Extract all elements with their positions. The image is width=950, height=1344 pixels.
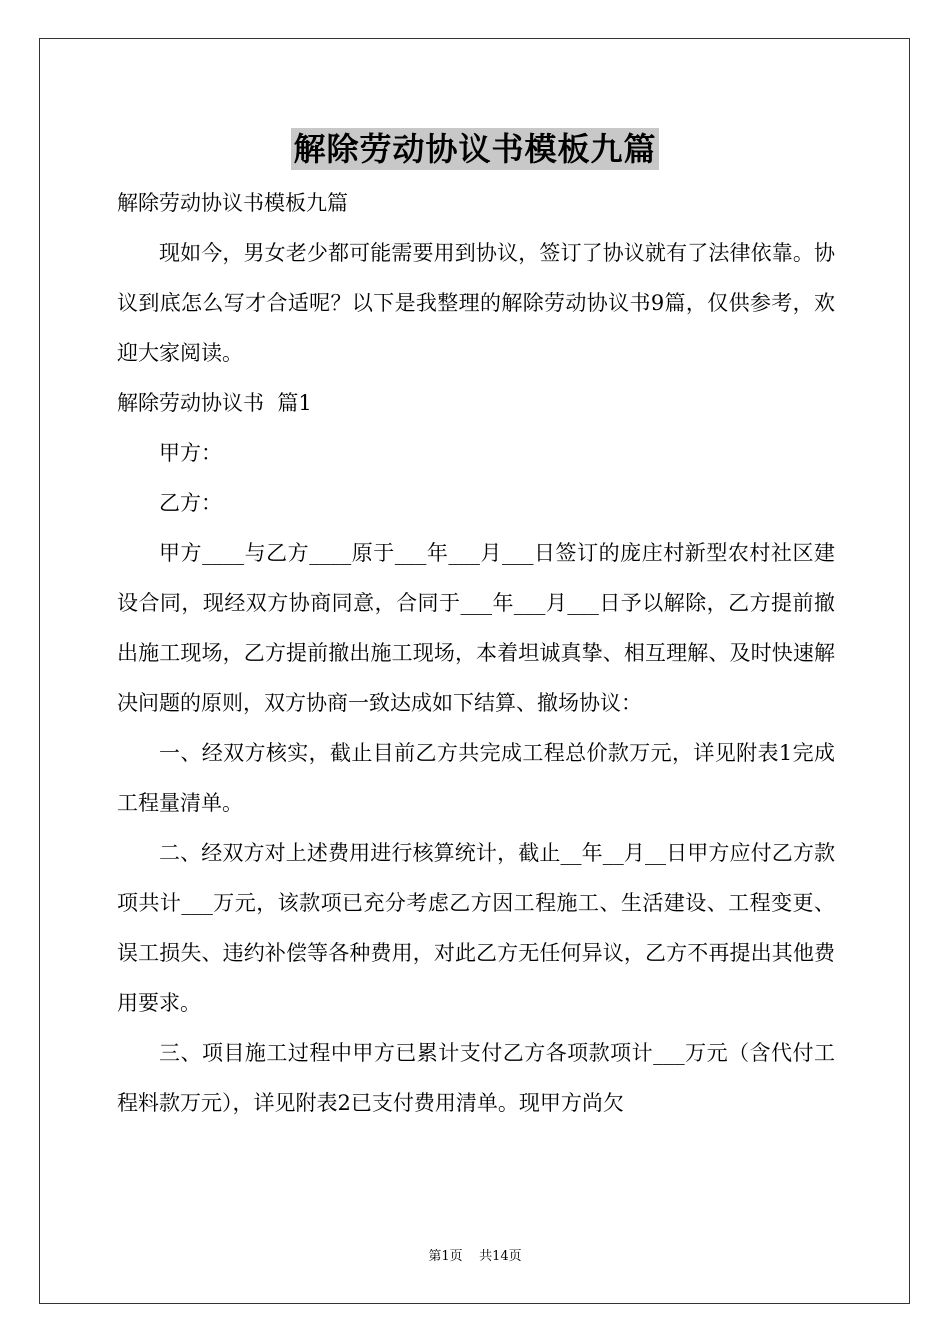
document-subtitle: 解除劳动协议书模板九篇 <box>117 191 348 215</box>
party-b-line: 乙方： <box>159 491 222 515</box>
document-body <box>117 178 835 1128</box>
intro-paragraph: 现如今，男女老少都可能需要用到协议，签订了协议就有了法律依靠。协议到底怎么写才合适呢？以下是我整理的解除劳动协议书9篇，仅供参考，欢迎大家阅读。 <box>117 241 835 365</box>
title-container <box>0 128 950 170</box>
paragraph-2: 一、经双方核实，截止目前乙方共完成工程总价款万元，详见附表1完成工程量清单。 <box>117 741 835 815</box>
party-a-line: 甲方： <box>159 441 222 465</box>
paragraph-1: 甲方____与乙方____原于___年___月___日签订的庞庄村新型农村社区建设合同，现经双方协商同意，合同于___年___月___日予以解除，乙方提前撤出施工现场，乙方提前撤出施工现场，本着坦诚真挚、相互理解、及时快速解决问题的原则，双方协商一致达成如下结算、撤场协议： <box>117 541 835 715</box>
page-footer <box>0 1248 950 1266</box>
page-number: 第1页 <box>428 1249 463 1264</box>
section-heading <box>117 378 835 428</box>
paragraph-4: 三、项目施工过程中甲方已累计支付乙方各项款项计___万元（含代付工程料款万元），详见附表2已支付费用清单。现甲方尚欠 <box>117 1041 835 1115</box>
section-heading-text: 解除劳动协议书 篇1 <box>117 391 312 415</box>
paragraph-3: 二、经双方对上述费用进行核算统计，截止__年__月__日甲方应付乙方款项共计___万元，该款项已充分考虑乙方因工程施工、生活建设、工程变更、误工损失、违约补偿等各种费用，对此乙方无任何异议，乙方不再提出其他费用要求。 <box>117 841 835 1015</box>
page-total: 共14页 <box>479 1249 522 1264</box>
document-title: 解除劳动协议书模板九篇 <box>293 130 657 168</box>
